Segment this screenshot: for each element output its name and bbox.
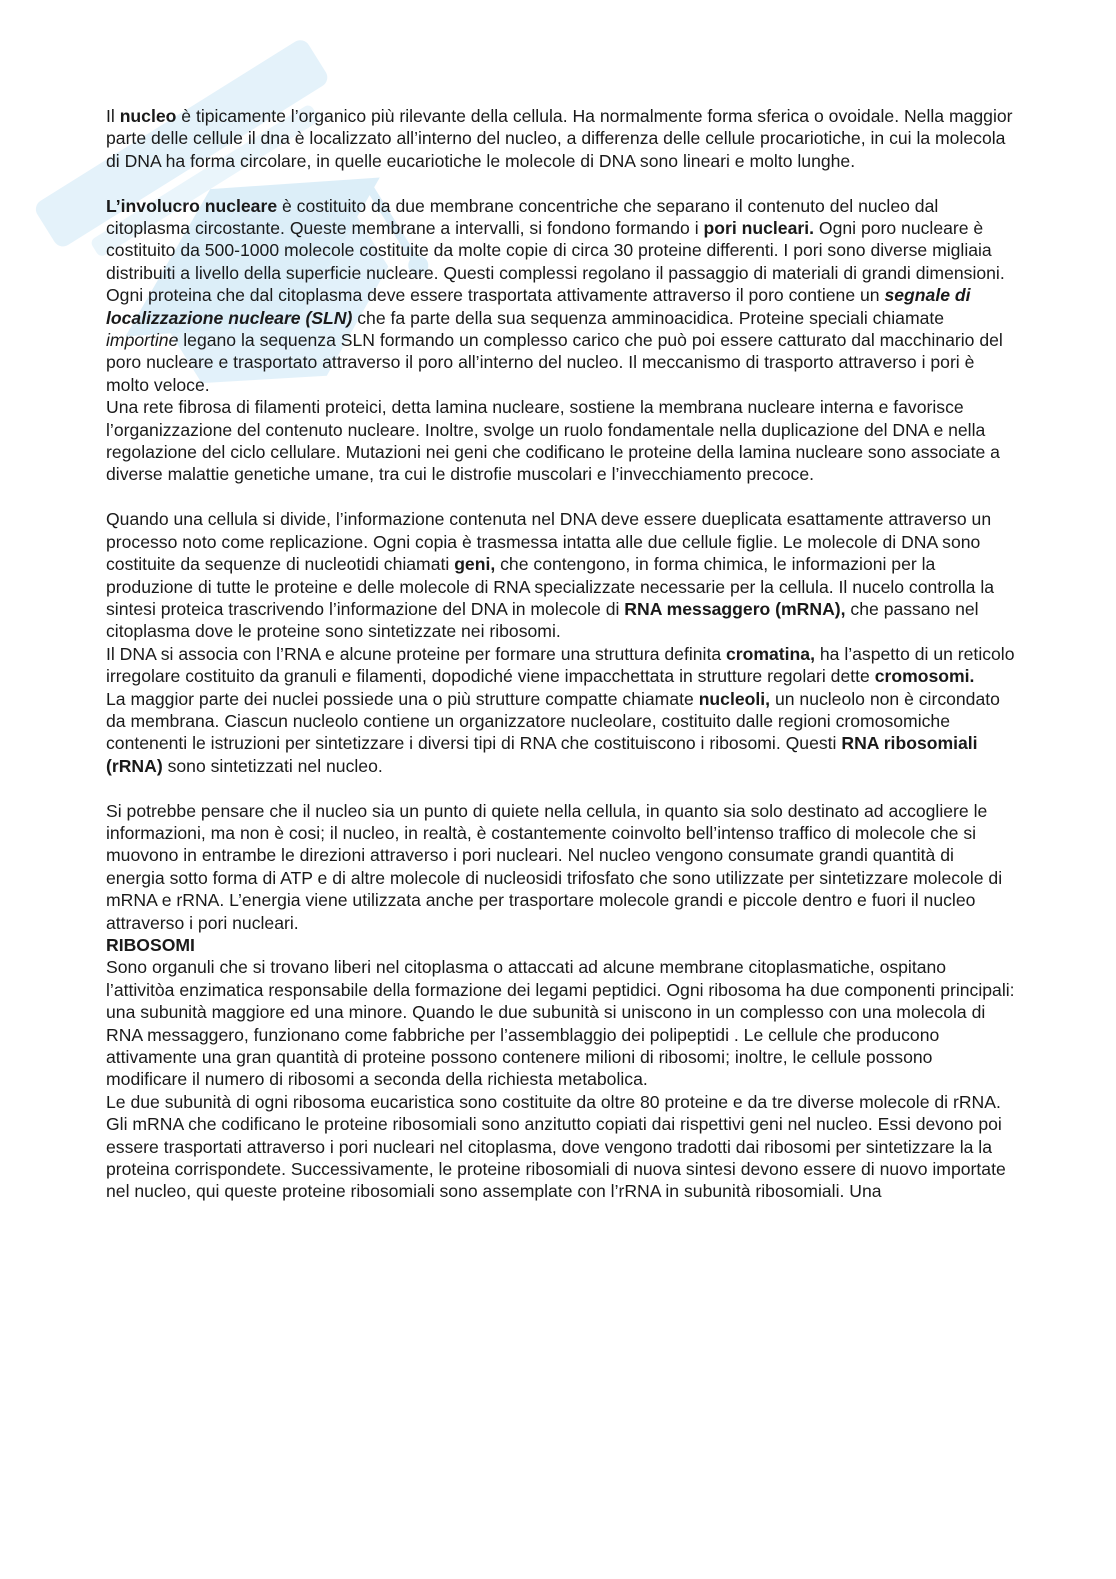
paragraph [106,508,1016,642]
section-heading [106,934,1016,956]
text-run: Sono organuli che si trovano liberi nel citoplasma o attaccati ad alcune membrane citoplasmatiche, ospitano l’attivitòa enzimatica responsabile della formazione dei legami peptidici. Ogni ribosoma ha due componenti principali: una subunità maggiore ed una minore. Quando le due subunità si uniscono in un complesso con una molecola di RNA messaggero, funzionano come fabbriche per l’assemblaggio dei polipeptidi . Le cellule che producono attivamente una gran quantità di proteine possono contenere milioni di ribosomi; inoltre, le cellule possono modificare il numero di ribosomi a seconda della richiesta metabolica. [106,957,1015,1090]
paragraph [106,956,1016,1090]
paragraph [106,643,1016,688]
text-run: che contengono, in forma chimica, le informazioni per la produzione di tutte le proteine e delle molecole di RNA specializzate necessarie per la cellula. Il nucelo controlla la sintesi proteica trascrivendo l’informazione del DNA in molecole di [106,554,995,619]
text-run: Quando una cellula si divide, l’informazione contenuta nel DNA deve essere dueplicata esattamente attraverso un processo noto come replicazione. Ogni copia è trasmessa intatta alle due cellule figlie. Le molecole di DNA sono costituite da sequenze di nucleotidi chiamati [106,509,992,575]
text-run: è tipicamente l’organico più rilevante della cellula. Ha normalmente forma sferica o ovoidale. Nella maggior parte delle cellule il dna è localizzato all’interno del nucleo, a differenza delle cellule procariotiche, in cui la molecola di DNA ha forma circolare, in quelle eucariotiche le molecole di DNA sono lineari e molto lunghe. [106,106,1013,171]
text-run: Si potrebbe pensare che il nucleo sia un punto di quiete nella cellula, in quanto sia solo destinato ad accogliere le informazioni, ma non è cosi; il nucleo, in realtà, è costantemente coinvolto bell’intenso traffico di molecole che si muovono in entrambe le direzioni attraverso i pori nucleari. Nel nucleo vengono consumate grandi quantità di energia sotto forma di ATP e di altre molecole di nucleosidi trifosfato che sono utilizzate per sintetizzare molecole di mRNA e rRNA. L’energia viene utilizzata anche per trasportare molecole grandi e piccole dentro e fuori il nucleo attraverso i pori nucleari. [106,800,1003,933]
emphasized-text: segnale di localizzazione nucleare (SLN) [106,285,971,328]
text-run: Ogni poro nucleare è costituito da 500-1000 molecole costituite da molte copie di circa 30 proteine differenti. I pori sono diverse migliaia distribuiti a livello della superficie nucleare. Questi complessi regolano il passaggio di materiali di grandi dimensioni. Ogni proteina che dal citoplasma deve essere trasportata attivamente attraverso il poro contiene un [106,218,1005,306]
document-body [106,105,1016,1203]
text-run: è costituito da due membrane concentriche che separano il contenuto del nucleo dal citoplasma circostante. Queste membrane a intervalli, si fondono formando i [106,195,939,239]
emphasized-text: geni, [454,554,496,575]
emphasized-text: pori nucleari. [703,218,814,239]
text-run: RIBOSOMI [106,934,195,955]
text-run: che passano nel citoplasma dove le proteine sono sintetizzate nei ribosomi. [106,598,979,642]
paragraph [106,800,1016,934]
paragraph [106,688,1016,778]
paragraph [106,105,1016,172]
text-run: che fa parte della sua sequenza amminoacidica. Proteine speciali chiamate [352,307,945,328]
paragraph [106,195,1016,397]
text-run: ha l’aspetto di un reticolo irregolare costituito da granuli e filamenti, dopodiché viene impacchettata in strutture regolari dette [106,643,1015,687]
emphasized-text: L’involucro nucleare [106,195,278,216]
text-run: legano la sequenza SLN formando un complesso carico che può poi essere catturato dal macchinario del poro nucleare e trasportato attraverso il poro all’interno del nucleo. Il meccanismo di trasporto attraverso i pori è molto veloce. [106,330,1003,395]
text-run: un nucleolo non è circondato da membrana. Ciascun nucleolo contiene un organizzatore nucleolare, costituito dalle regioni cromosomiche contenenti le istruzioni per sintetizzare i diversi tipi di RNA che costituiscono i ribosomi. Questi [106,688,1000,754]
text-run: Il DNA si associa con l’RNA e alcune proteine per formare una struttura definita [106,643,726,664]
text-run: Le due subunità di ogni ribosoma eucaristica sono costituite da oltre 80 proteine e da tre diverse molecole di rRNA. Gli mRNA che codificano le proteine ribosomiali sono anzitutto copiati dai rispettivi geni nel nucleo. Essi devono poi essere trasportati attraverso i pori nucleari nel citoplasma, dove vengono tradotti dai ribosomi per sintetizzare la la proteina corrispondete. Successivamente, le proteine ribosomiali di nuova sintesi devono essere di nuovo importate nel nucleo, qui queste proteine ribosomiali sono assemplate con l’rRNA in subunità ribosomiali. Una [106,1091,1006,1202]
emphasized-text: nucleoli, [698,688,771,709]
emphasized-text: cromatina, [726,643,815,664]
emphasized-text: cromosomi. [874,666,975,687]
emphasized-text: RNA messaggero (mRNA), [624,598,846,619]
text-run: sono sintetizzati nel nucleo. [162,755,383,776]
emphasized-text: RNA ribosomiali (rRNA) [106,733,978,776]
emphasized-text: nucleo [119,106,177,126]
paragraph [106,1091,1016,1203]
paragraph [106,396,1016,486]
text-run: Il [106,106,120,126]
emphasized-text: importine [106,330,179,351]
text-run: Una rete fibrosa di filamenti proteici, detta lamina nucleare, sostiene la membrana nucleare interna e favorisce l’organizzazione del contenuto nucleare. Inoltre, svolge un ruolo fondamentale nella duplicazione del DNA e nella regolazione del ciclo cellulare. Mutazioni nei geni che codificano le proteine della lamina nucleare sono associate a diverse malattie genetiche umane, tra cui le distrofie muscolari e l’invecchiamento precoce. [106,397,1000,485]
text-run: La maggior parte dei nuclei possiede una o più strutture compatte chiamate [106,688,699,709]
